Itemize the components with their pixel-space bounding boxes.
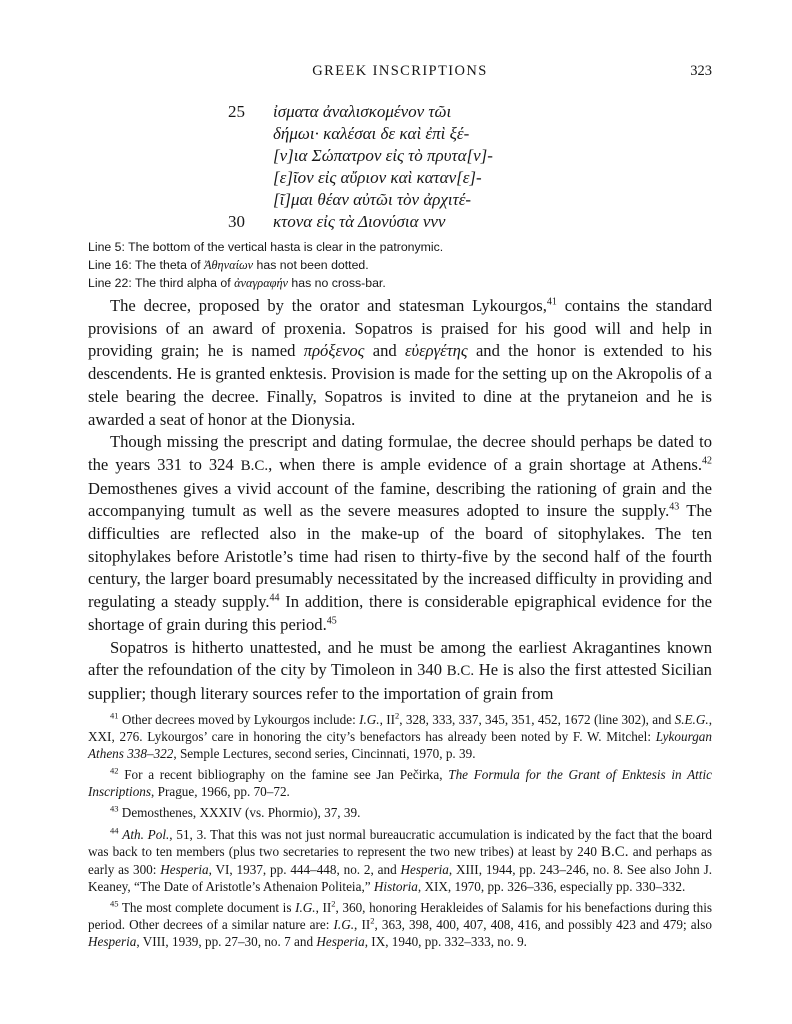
text-run: , XIX, 1970, pp. 326–336, especially pp. 330–332. bbox=[417, 878, 686, 894]
line-number: 30 bbox=[228, 212, 245, 231]
citation-abbrev: I.G. bbox=[295, 899, 316, 915]
inscription-line-text: [ῖ]μαι θέαν αὐτῶι τὸν ἀρχιτέ- bbox=[273, 190, 472, 209]
footnote-ref[interactable]: 42 bbox=[702, 455, 712, 467]
journal-title: Hesperia bbox=[400, 861, 449, 877]
citation-abbrev: Ath. Pol. bbox=[122, 826, 170, 842]
era-abbrev: B.C. bbox=[446, 663, 475, 680]
paragraph bbox=[88, 295, 712, 431]
footnote-43 bbox=[88, 804, 712, 821]
inscription-line-text: [ε]ῖον εἰς αὔριον καὶ καταν[ε]- bbox=[273, 168, 482, 187]
paragraph bbox=[88, 431, 712, 636]
inscription-line bbox=[228, 101, 648, 123]
running-head bbox=[88, 63, 712, 83]
inscription-line-text: ἰσματα ἀναλισκομένον τῶι bbox=[273, 102, 452, 121]
inscription-line-text: δήμωι· καλέσαι δε καὶ ἐπὶ ξέ- bbox=[273, 124, 470, 143]
inscription-text bbox=[228, 101, 648, 233]
text-run: , when there is ample evidence of a grain shortage at Athens. bbox=[268, 454, 702, 474]
text-run: , VI, 1937, pp. 444–448, no. 2, and bbox=[208, 861, 401, 877]
inscription-line bbox=[228, 189, 648, 211]
note-text: Line 16: The theta of bbox=[88, 258, 204, 272]
text-run: and bbox=[364, 341, 405, 361]
text-run: and perhaps as early as 300: bbox=[88, 843, 712, 877]
text-run: , II bbox=[354, 917, 371, 933]
note-text: has no cross-bar. bbox=[288, 276, 386, 290]
footnote-number: 42 bbox=[110, 765, 119, 776]
text-run: , VIII, 1939, pp. 27–30, no. 7 and bbox=[136, 934, 317, 950]
text-run: , XXI, 276. Lykourgos’ care in honoring the city’s benefactors has already been noted by F. W. Mitchel: bbox=[88, 712, 712, 745]
text-run: For a recent bibliography on the famine see Jan Pečirka, bbox=[118, 767, 449, 783]
text-run: The most complete document is bbox=[118, 899, 296, 915]
superscript: 2 bbox=[370, 915, 375, 926]
text-run: , 363, 398, 400, 407, 408, 416, and possibly 423 and 479; also bbox=[374, 917, 712, 933]
text-run: Other decrees moved by Lykourgos include: bbox=[118, 712, 360, 727]
text-run: , XIII, 1944, pp. 243–246, no. 8. See also John J. Keaney, “The Date of Aristotle’s Athenaion Politeia,” bbox=[88, 861, 713, 894]
footnote-ref[interactable]: 45 bbox=[326, 615, 337, 627]
greek-word: ἀναγραφήν bbox=[234, 276, 289, 290]
note-line-16 bbox=[88, 256, 712, 274]
superscript: 2 bbox=[394, 710, 400, 721]
book-title: The Formula for the Grant of Enktesis in Attic Inscriptions bbox=[88, 767, 712, 800]
citation-abbrev: I.G. bbox=[333, 917, 355, 933]
text-run: , II bbox=[315, 899, 332, 915]
text-run: Demosthenes gives a vivid account of the famine, describing the rationing of grain and the accompanying tumult as well as the severe measures adopted to insure the supply. bbox=[88, 478, 712, 521]
footnote-ref[interactable]: 41 bbox=[546, 296, 557, 308]
text-run: The difficulties are reflected also in the make-up of the board of sitophylakes. The ten sitophylakes before Aristotle’s time had risen to thirty-five by the second half of the fourth century, the larger board presumably necessitated by the increased difficulty in providing and regulating a steady supply. bbox=[88, 501, 712, 612]
text-run: In addition, there is considerable epigraphical evidence for the shortage of grain during this period. bbox=[88, 592, 712, 634]
journal-title: Hesperia bbox=[160, 861, 209, 877]
text-run: Demosthenes, XXXIV (vs. Phormio), 37, 39. bbox=[118, 805, 361, 821]
greek-word: Ἀθηναίων bbox=[204, 258, 254, 272]
text-run: Sopatros is hitherto unattested, and he must be among the earliest Akragantines known after the refoundation of the city by Timoleon in 340 bbox=[88, 637, 712, 680]
text-run: contains the standard provisions of an award of proxenia. Sopatros is praised for his good will and help in providing grain; he is named bbox=[88, 296, 713, 361]
inscription-line bbox=[228, 123, 648, 145]
footnotes bbox=[88, 711, 712, 954]
journal-title: Historia bbox=[373, 878, 418, 894]
note-line-5 bbox=[88, 238, 712, 256]
greek-word: πρόξενος bbox=[303, 341, 365, 361]
journal-title: Hesperia bbox=[88, 934, 137, 950]
text-run: The decree, proposed by the orator and statesman Lykourgos, bbox=[110, 296, 547, 315]
greek-word: εὐεργέτης bbox=[404, 341, 468, 361]
text-run: , II bbox=[379, 712, 395, 727]
footnote-45 bbox=[88, 899, 712, 950]
inscription-line bbox=[228, 167, 648, 189]
note-line-22 bbox=[88, 274, 712, 292]
note-text: Line 5: The bottom of the vertical hasta is clear in the patronymic. bbox=[88, 240, 444, 254]
text-run: He is also the first attested Sicilian supplier; though literary sources refer to the importation of grain from bbox=[88, 660, 712, 703]
superscript: 2 bbox=[331, 898, 336, 909]
text-run: and the honor is extended to his descendents. He is granted enktesis. Provision is made for the setting up on the Akropolis of a stele bearing the decree. Finally, Sopatros is invited to dine at the prytaneion and he is awarded a seat of honor at the Dionysia. bbox=[88, 341, 712, 429]
footnote-42 bbox=[88, 766, 712, 800]
paragraph bbox=[88, 637, 712, 706]
text-run: , Prague, 1966, pp. 70–72. bbox=[151, 784, 290, 800]
book-title: Lykourgan Athens 338–322 bbox=[88, 729, 712, 762]
epigraphical-notes bbox=[88, 238, 712, 292]
inscription-line-text: [ν]ια Σώπατρον εἰς τὸ πρυτα[ν]- bbox=[273, 146, 493, 165]
footnote-44 bbox=[88, 826, 712, 895]
footnote-number: 44 bbox=[110, 825, 119, 836]
note-text: has not been dotted. bbox=[253, 258, 369, 272]
inscription-line bbox=[228, 145, 648, 167]
era-abbrev: B.C. bbox=[240, 457, 269, 474]
page-number: 323 bbox=[690, 63, 712, 79]
inscription-line bbox=[228, 211, 648, 233]
footnote-number: 45 bbox=[110, 898, 119, 909]
citation-abbrev: I.G. bbox=[359, 712, 380, 727]
era-abbrev: B.C. bbox=[601, 843, 629, 860]
footnote-number: 41 bbox=[110, 710, 119, 721]
text-run: , 328, 333, 337, 345, 351, 452, 1672 (line 302), and bbox=[399, 712, 675, 727]
citation-abbrev: S.E.G. bbox=[674, 712, 709, 727]
running-title: GREEK INSCRIPTIONS bbox=[312, 63, 488, 79]
note-text: Line 22: The third alpha of bbox=[88, 276, 235, 290]
body-text bbox=[88, 295, 712, 706]
footnote-ref[interactable]: 43 bbox=[669, 501, 680, 513]
text-run: , 360, honoring Herakleides of Salamis for his benefactions during this period. Other decrees of a similar nature are: bbox=[88, 899, 712, 933]
inscription-line-text: κτονα εἰς τὰ Διονύσια vvv bbox=[273, 212, 446, 231]
footnote-number: 43 bbox=[110, 804, 119, 815]
text-run: , Semple Lectures, second series, Cincinnati, 1970, p. 39. bbox=[173, 746, 476, 762]
text-run: , IX, 1940, pp. 332–333, no. 9. bbox=[364, 934, 527, 950]
text-run: , 51, 3. That this was not just normal bureaucratic accumulation is indicated by the fact that the board was back to ten members (plus two secretaries to represent the two new tribes) at least by 240 bbox=[88, 826, 712, 859]
line-number: 25 bbox=[228, 102, 245, 121]
journal-title: Hesperia bbox=[316, 934, 365, 950]
footnote-41 bbox=[88, 711, 712, 762]
footnote-ref[interactable]: 44 bbox=[269, 592, 280, 604]
text-run: Though missing the prescript and dating formulae, the decree should perhaps be dated to the years 331 to 324 bbox=[88, 432, 712, 474]
